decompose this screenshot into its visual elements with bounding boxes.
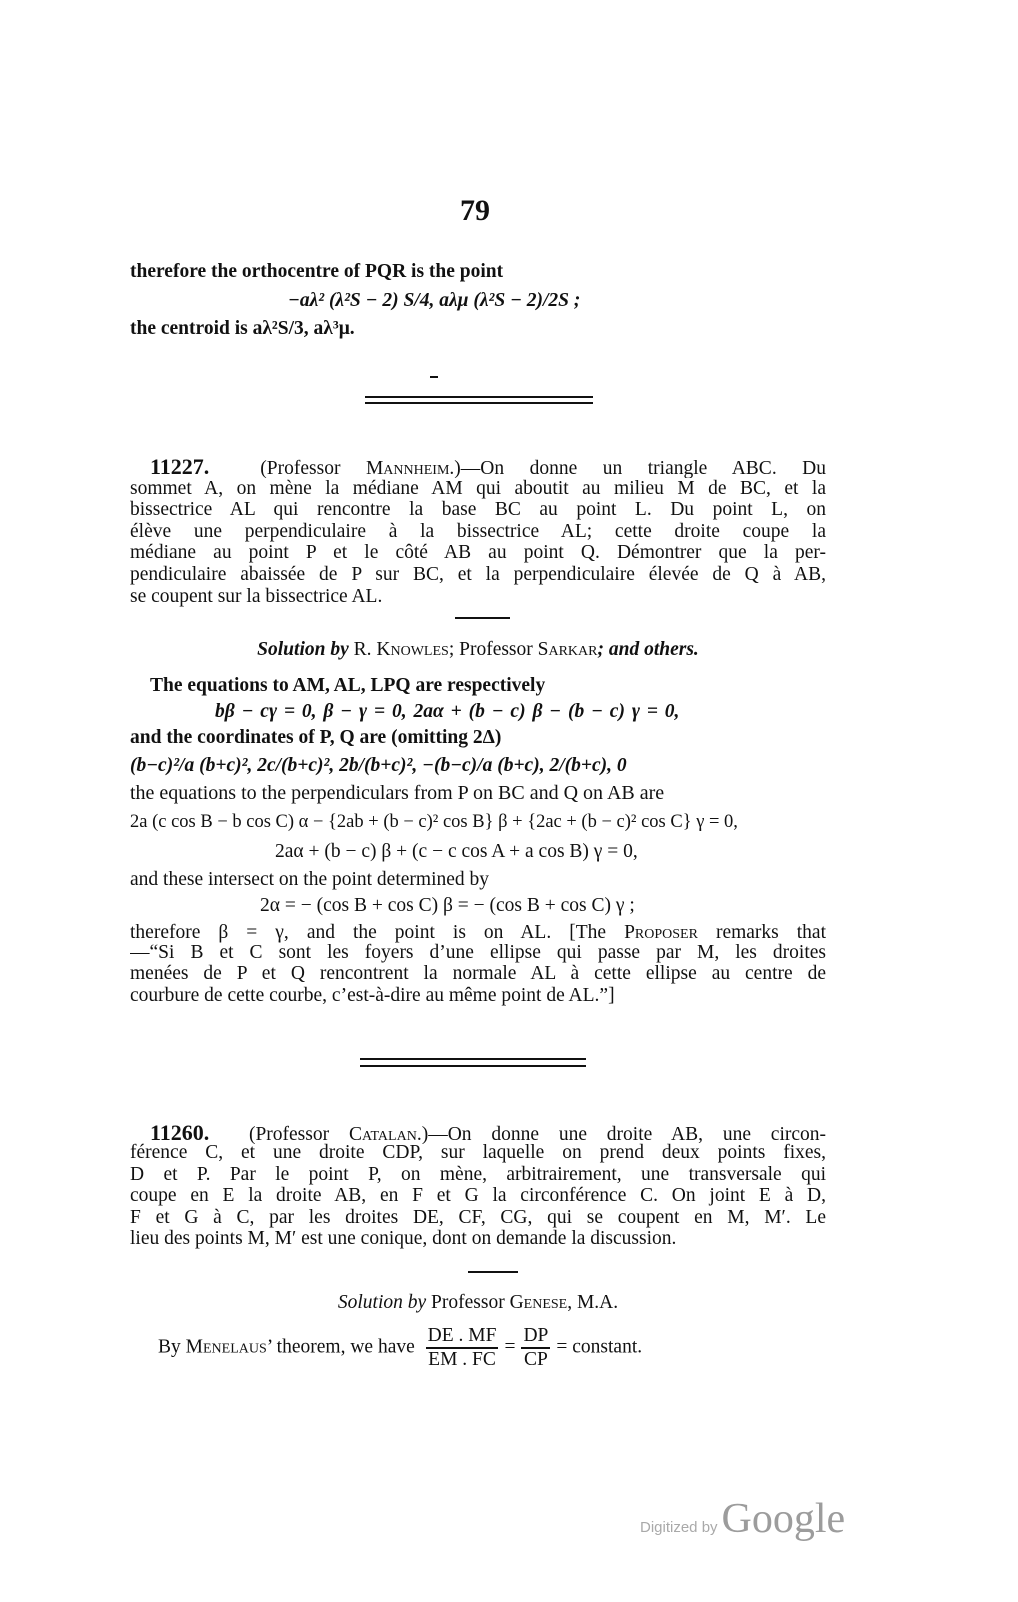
proposer-prefix: (Professor [248, 1124, 349, 1144]
solution-text: —“Si B et C sont les foyers d’une ellipse qui passe par M, les droites [130, 942, 826, 963]
short-rule [468, 1271, 518, 1273]
separator: ; Professor [448, 639, 538, 660]
numerator: DE . MF [426, 1325, 499, 1349]
text: Professor [426, 1292, 510, 1313]
denominator: EM . FC [428, 1349, 496, 1370]
question-text: .)—On donne une droite AB, une circon- [416, 1124, 826, 1144]
equation: 2aα + (b − c) β + (c − c cos A + a cos B) γ = 0, [275, 841, 638, 862]
equation: bβ − cγ = 0, β − γ = 0, 2aα + (b − c) β − (b − c) γ = 0, [215, 701, 680, 722]
proposer-prefix: (Professor [260, 458, 366, 478]
solver-name: Sarkar [537, 639, 598, 660]
question-number: 11260. [150, 1122, 210, 1144]
equation: 2a (c cos B − b cos C) α − {2ab + (b − c)² cos B} β + {2ac + (b − c)² cos C} γ = 0, [130, 812, 738, 832]
question-line: élève une perpendiculaire à la bissectrice AL; cette droite coupe la [130, 521, 826, 542]
text: remarks that [697, 922, 826, 943]
solution-text [130, 922, 826, 944]
section-divider-top [360, 1058, 586, 1060]
question-11227-first-line [150, 456, 826, 478]
solution-byline-11260 [130, 1292, 826, 1314]
solution-text: and these intersect on the point determined by [130, 869, 490, 890]
solution-by-label: Solution by [337, 1292, 427, 1313]
text: = constant. [556, 1336, 643, 1358]
text-line: therefore the orthocentre of PQR is the point [130, 261, 504, 282]
section-divider-bottom [360, 1065, 586, 1067]
solution-text: courbure de cette courbe, c’est-à-dire au même point de AL.”] [130, 985, 615, 1006]
text: , M.A. [567, 1292, 619, 1313]
denominator: CP [523, 1349, 548, 1370]
solution-text: The equations to AM, AL, LPQ are respectively [150, 675, 546, 696]
question-line: bissectrice AL qui rencontre la base BC au point L. Du point L, on [130, 499, 826, 520]
and-others: ; and others. [597, 639, 699, 660]
question-line: F et G à C, par les droites DE, CF, CG, qui se coupent en M, M′. Le [130, 1207, 826, 1228]
text-line-centroid: the centroid is aλ²S/3, aλ³μ. [130, 318, 355, 339]
text: ’ theorem, we have [266, 1336, 415, 1358]
question-11260-first-line [150, 1122, 826, 1144]
solver-name: Knowles [376, 639, 449, 660]
question-line: férence C, et une droite CDP, sur laquelle on prend deux points fixes, [130, 1142, 826, 1163]
question-line: médiane au point P et le côté AB au point Q. Démontrer que la per- [130, 542, 826, 563]
question-number: 11227. [150, 456, 210, 478]
equation: 2α = − (cos B + cos C) β = − (cos B + cos C) γ ; [260, 895, 635, 916]
section-divider-top [365, 396, 593, 398]
question-line: se coupent sur la bissectrice AL. [130, 586, 383, 607]
section-divider-bottom [365, 402, 593, 404]
question-line: sommet A, on mène la médiane AM qui aboutit au milieu M de BC, et la [130, 478, 826, 499]
google-logo: Google [721, 1496, 846, 1542]
question-line: lieu des points M, M′ est une conique, dont on demande la discussion. [130, 1228, 677, 1249]
page-number: 79 [460, 194, 490, 227]
proposer-label: Proposer [624, 922, 698, 943]
question-text: .)—On donne un triangle ABC. Du [449, 458, 826, 478]
menelaus-line [158, 1325, 642, 1371]
google-watermark [640, 1495, 845, 1543]
question-line: D et P. Par le point P, on mène, arbitrairement, une transversale qui [130, 1164, 826, 1185]
question-line: pendiculaire abaissée de P sur BC, et la perpendiculaire élevée de Q à AB, [130, 564, 826, 585]
solution-text: the equations to the perpendiculars from P on BC and Q on AB are [130, 782, 665, 804]
speck-dash [430, 376, 438, 378]
fraction [521, 1325, 550, 1371]
solver-initial: R. [353, 639, 377, 660]
solver-name: Genese [509, 1292, 568, 1313]
equals: = [504, 1336, 516, 1358]
equation: (b−c)²/a (b+c)², 2c/(b+c)², 2b/(b+c)², −(b−c)/a (b+c), 2/(b+c), 0 [130, 755, 627, 776]
solution-byline-11227 [130, 639, 826, 661]
proposer-name: Mannheim [365, 458, 450, 478]
proposer-name: Catalan [348, 1124, 417, 1144]
formula-orthocentre: −aλ² (λ²S − 2) S/4, aλμ (λ²S − 2)/2S ; [288, 290, 581, 311]
solution-text: menées de P et Q rencontrent la normale AL à cette ellipse au centre de [130, 963, 826, 984]
solution-text: and the coordinates of P, Q are (omitting 2Δ) [130, 727, 502, 748]
text: therefore β = γ, and the point is on AL. [The [130, 922, 625, 943]
question-line: coupe en E la droite AB, en F et G la circonférence C. On joint E à D, [130, 1185, 826, 1206]
numerator: DP [521, 1325, 550, 1349]
solution-by-label: Solution by [257, 639, 349, 660]
theorem-name: Menelaus [185, 1336, 267, 1358]
short-rule [455, 617, 510, 619]
fraction [426, 1325, 499, 1371]
text: By [158, 1336, 186, 1358]
digitized-by-label: Digitized by [640, 1519, 718, 1536]
